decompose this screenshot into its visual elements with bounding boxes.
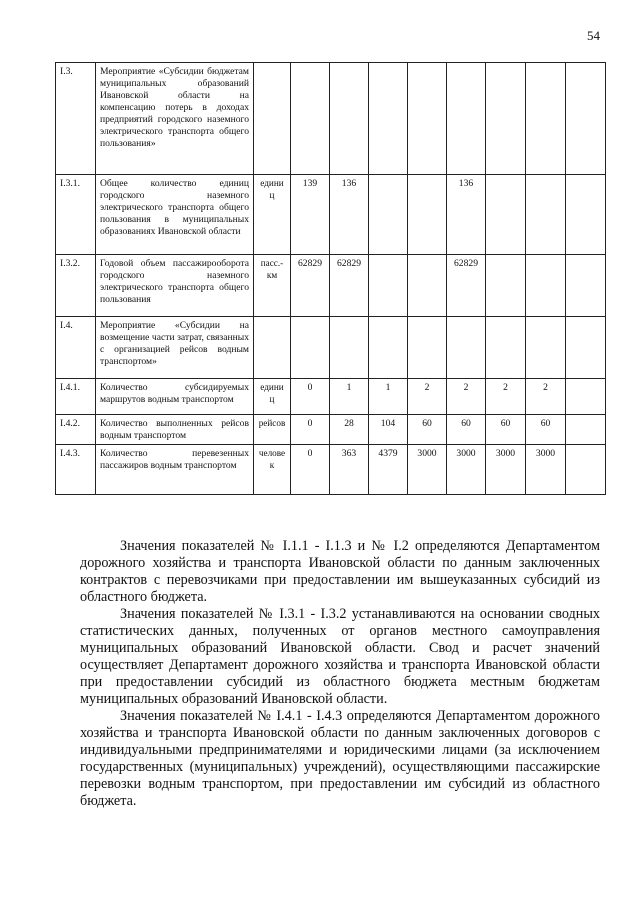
value-cell [486,317,526,379]
row-unit [254,317,291,379]
row-code: I.3.2. [56,255,96,317]
value-cell [526,175,566,255]
row-description: Годовой объем пассажирооборота городского наземного электрического транспорта общего пользования [96,255,254,317]
value-cell: 136 [447,175,486,255]
paragraph: Значения показателей № I.1.1 - I.1.3 и № I.2 определяются Департаментом дорожного хозяйства и транспорта Ивановской области по данным заключенных контрактов с перевозчиками при предоставлении им вышеуказанных субсидий из областного бюджета. [80,538,600,605]
table-row [56,445,606,495]
value-cell [291,63,330,175]
value-cell: 60 [486,415,526,445]
value-cell: 3000 [486,445,526,495]
value-cell [486,255,526,317]
value-cell: 62829 [447,255,486,317]
value-cell: 136 [330,175,369,255]
row-unit: пасс.-км [254,255,291,317]
row-code: I.4.1. [56,379,96,415]
value-cell [369,317,408,379]
value-cell [566,317,606,379]
indicators-table [55,62,606,495]
row-description: Количество перевезенных пассажиров водным транспортом [96,445,254,495]
value-cell: 363 [330,445,369,495]
value-cell: 60 [408,415,447,445]
value-cell [369,175,408,255]
explanatory-text [80,538,600,810]
value-cell [330,317,369,379]
row-code: I.4.3. [56,445,96,495]
row-unit: единиц [254,175,291,255]
row-code: I.3. [56,63,96,175]
value-cell: 4379 [369,445,408,495]
value-cell: 2 [447,379,486,415]
paragraph: Значения показателей № I.3.1 - I.3.2 устанавливаются на основании сводных статистических данных, полученных от органов местного самоуправления муниципальных образований Ивановской области. Свод и расчет значений осуществляет Департамент дорожного хозяйства и транспорта Ивановской области при предоставлении субсидий из областного бюджета местным бюджетам муниципальных образований Ивановской области. [80,606,600,707]
value-cell: 104 [369,415,408,445]
value-cell [447,63,486,175]
value-cell: 60 [526,415,566,445]
value-cell: 62829 [291,255,330,317]
value-cell [369,255,408,317]
value-cell [408,63,447,175]
row-code: I.4.2. [56,415,96,445]
row-code: I.3.1. [56,175,96,255]
value-cell: 1 [330,379,369,415]
value-cell [566,445,606,495]
value-cell [408,317,447,379]
value-cell [447,317,486,379]
value-cell: 2 [526,379,566,415]
value-cell: 0 [291,445,330,495]
value-cell: 139 [291,175,330,255]
value-cell: 0 [291,415,330,445]
value-cell: 62829 [330,255,369,317]
table-row [56,317,606,379]
value-cell [566,255,606,317]
table-row [56,175,606,255]
value-cell [330,63,369,175]
value-cell [369,63,408,175]
value-cell: 1 [369,379,408,415]
value-cell: 2 [408,379,447,415]
value-cell [526,317,566,379]
paragraph: Значения показателей № I.4.1 - I.4.3 определяются Департаментом дорожного хозяйства и транспорта Ивановской области по данным заключенных договоров с индивидуальными предпринимателями и юридическими лицами (за исключением государственных (муниципальных) учреждений), осуществляющими пассажирские перевозки водным транспортом, при предоставлении им субсидий из областного бюджета. [80,708,600,809]
value-cell [291,317,330,379]
row-unit [254,63,291,175]
value-cell [566,379,606,415]
table-row [56,379,606,415]
value-cell [486,175,526,255]
row-unit: рейсов [254,415,291,445]
row-description: Количество выполненных рейсов водным транспортом [96,415,254,445]
value-cell [486,63,526,175]
row-unit: человек [254,445,291,495]
value-cell: 2 [486,379,526,415]
value-cell [566,415,606,445]
value-cell: 0 [291,379,330,415]
table-row [56,255,606,317]
value-cell [526,255,566,317]
row-unit: единиц [254,379,291,415]
value-cell [408,255,447,317]
row-code: I.4. [56,317,96,379]
value-cell [566,63,606,175]
value-cell: 28 [330,415,369,445]
row-description: Мероприятие «Субсидии бюджетам муниципальных образований Ивановской области на компенсацию потерь в доходах предприятий городского наземного электрического транспорта общего пользования» [96,63,254,175]
value-cell: 60 [447,415,486,445]
value-cell: 3000 [526,445,566,495]
value-cell: 3000 [408,445,447,495]
value-cell [408,175,447,255]
value-cell [526,63,566,175]
page-number: 54 [587,28,600,43]
table-row [56,63,606,175]
value-cell: 3000 [447,445,486,495]
row-description: Мероприятие «Субсидии на возмещение части затрат, связанных с организацией рейсов водным транспортом» [96,317,254,379]
table-row [56,415,606,445]
value-cell [566,175,606,255]
row-description: Количество субсидируемых маршрутов водным транспортом [96,379,254,415]
row-description: Общее количество единиц городского наземного электрического транспорта общего пользования в муниципальных образованиях Ивановской области [96,175,254,255]
